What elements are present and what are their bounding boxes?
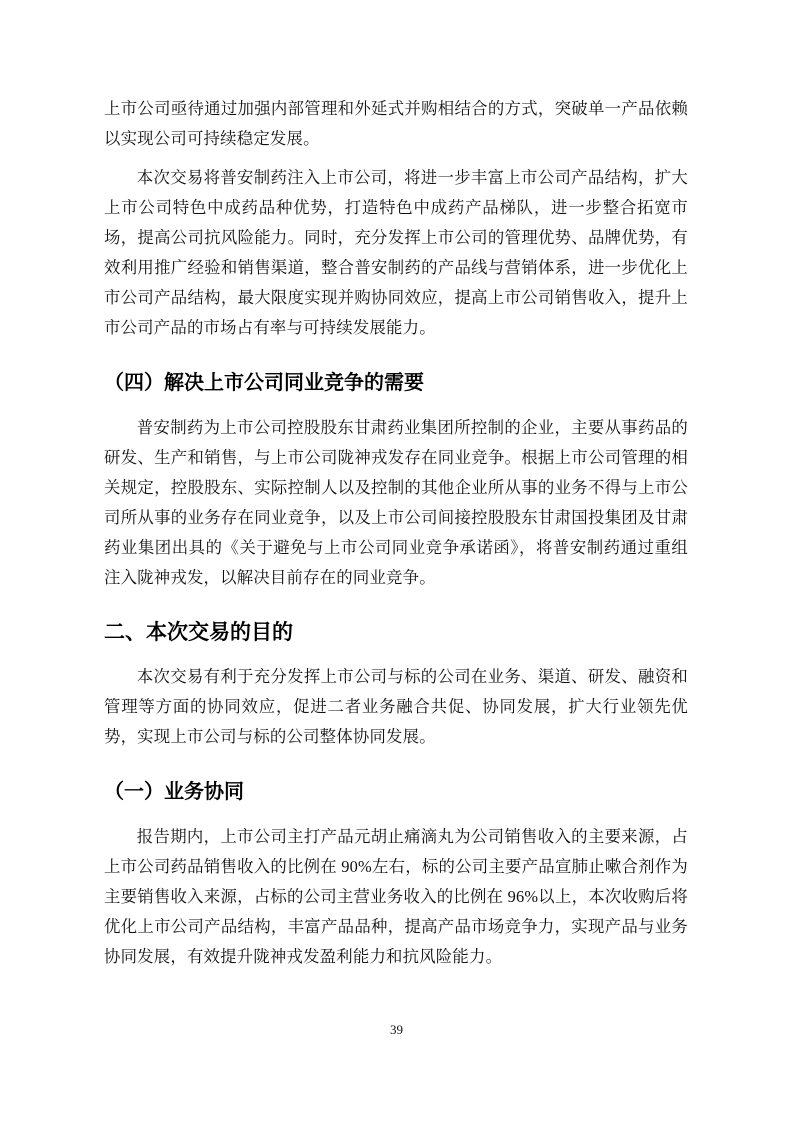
paragraph-transaction-benefits: 本次交易将普安制药注入上市公司，将进一步丰富上市公司产品结构，扩大上市公司特色中成药品种优势，打造特色中成药产品梯队，进一步整合拓宽市场，提高公司抗风险能力。同时，充分发挥上市公司的管理优势、品牌优势，有效利用推广经验和销售渠道，整合普安制药的产品线与营销体系，进一步优化上市公司产品结构，最大限度实现并购协同效应，提高上市公司销售收入，提升上市公司产品的市场占有率与可持续发展能力。 <box>104 168 688 337</box>
document-body <box>104 94 688 972</box>
heading-chapter-two-purpose: 二、本次交易的目的 <box>104 621 293 644</box>
heading-section-four-competition: （四）解决上市公司同业竞争的需要 <box>104 372 424 394</box>
paragraph-transaction-purpose: 本次交易有利于充分发挥上市公司与标的公司在业务、渠道、研发、融资和管理等方面的协同效应，促进二者业务融合共促、协同发展，扩大行业领先优势，实现上市公司与标的公司整体协同发展。 <box>104 667 688 746</box>
heading-section-one-business-synergy: （一）业务协同 <box>104 781 244 803</box>
page-number: 39 <box>390 1022 403 1037</box>
paragraph-business-synergy: 报告期内，上市公司主打产品元胡止痛滴丸为公司销售收入的主要来源，占上市公司药品销售收入的比例在 90%左右，标的公司主要产品宣肺止嗽合剂作为主要销售收入来源，占标的公司主营业务收入的比例在 96%以上，本次收购后将优化上市公司产品结构，丰富产品品种，提高产品市场竞争力，实现产品与业务协同发展，有效提升陇神戎发盈利能力和抗风险能力。 <box>104 827 688 966</box>
paragraph-continuation: 上市公司亟待通过加强内部管理和外延式并购相结合的方式，突破单一产品依赖以实现公司可持续稳定发展。 <box>104 99 688 148</box>
paragraph-competition-resolution: 普安制药为上市公司控股股东甘肃药业集团所控制的企业，主要从事药品的研发、生产和销售，与上市公司陇神戎发存在同业竞争。根据上市公司管理的相关规定，控股股东、实际控制人以及控制的其他企业所从事的业务不得与上市公司所从事的业务存在同业竞争，以及上市公司间接控股股东甘肃国投集团及甘肃药业集团出具的《关于避免与上市公司同业竞争承诺函》，将普安制药通过重组注入陇神戎发，以解决目前存在的同业竞争。 <box>104 418 688 587</box>
